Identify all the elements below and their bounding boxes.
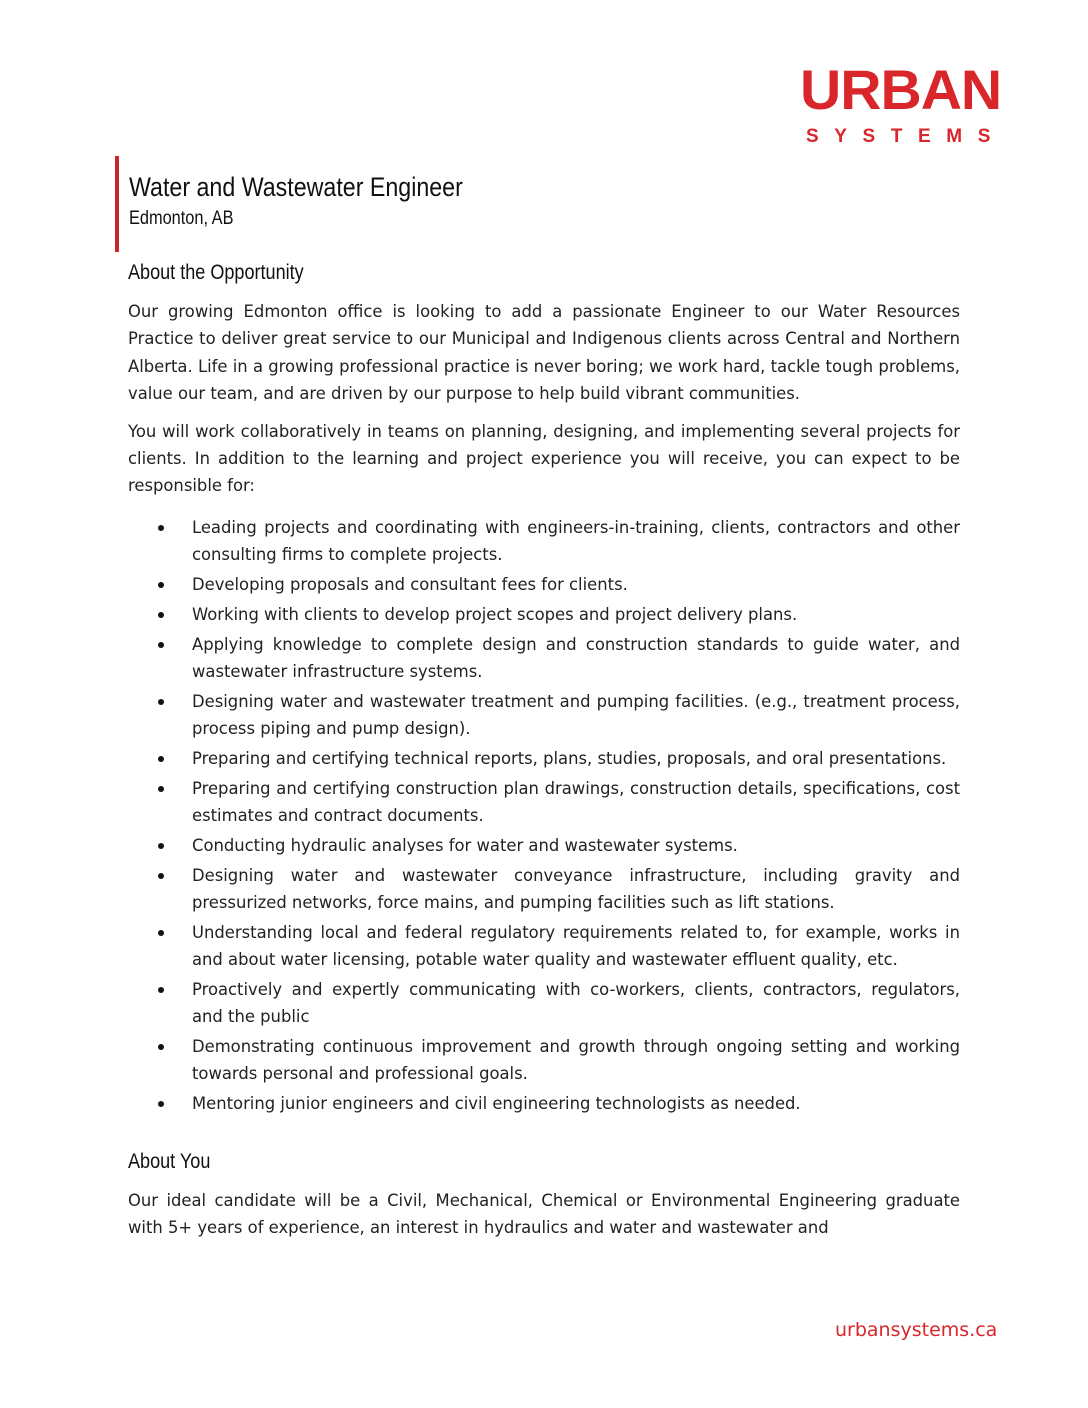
job-title-block bbox=[115, 156, 517, 252]
bullet-icon bbox=[158, 1101, 164, 1107]
list-item bbox=[128, 1033, 960, 1087]
bullet-icon bbox=[158, 786, 164, 792]
logo-wordmark-systems: SYSTEMS bbox=[806, 126, 1006, 147]
list-item-text: Preparing and certifying technical reports, plans, studies, proposals, and oral presentations. bbox=[192, 748, 947, 768]
list-item-text: Mentoring junior engineers and civil engineering technologists as needed. bbox=[192, 1093, 801, 1113]
company-logo bbox=[800, 58, 1020, 148]
bullet-icon bbox=[158, 756, 164, 762]
logo-wordmark-urban: URBAN bbox=[800, 58, 1002, 121]
document-body bbox=[128, 258, 960, 1252]
bullet-icon bbox=[158, 699, 164, 705]
list-item-text: Demonstrating continuous improvement and growth through ongoing setting and working towards personal and professional goals. bbox=[192, 1036, 960, 1083]
list-item-text: Working with clients to develop project scopes and project delivery plans. bbox=[192, 604, 798, 624]
list-item-text: Proactively and expertly communicating with co-workers, clients, contractors, regulators, and the public bbox=[192, 979, 960, 1026]
paragraph-intro: Our growing Edmonton office is looking to add a passionate Engineer to our Water Resources Practice to deliver great service to our Municipal and Indigenous clients across Central and Northern Alberta. Life in a growing professional practice is never boring; we work hard, tackle tough problems, value our team, and are driven by our purpose to help build vibrant communities. bbox=[128, 302, 960, 404]
bullet-icon bbox=[158, 582, 164, 588]
list-item bbox=[128, 514, 960, 568]
list-item-text: Designing water and wastewater conveyance infrastructure, including gravity and pressurized networks, force mains, and pumping facilities such as lift stations. bbox=[192, 865, 960, 912]
bullet-icon bbox=[158, 873, 164, 879]
list-item bbox=[128, 976, 960, 1030]
bullet-icon bbox=[158, 987, 164, 993]
paragraph-responsibilities-intro: You will work collaboratively in teams on planning, designing, and implementing several projects for clients. In addition to the learning and project experience you will receive, you can expect to be responsible for: bbox=[128, 421, 960, 496]
job-location: Edmonton, AB bbox=[129, 208, 234, 229]
list-item bbox=[128, 571, 960, 598]
list-item-text: Designing water and wastewater treatment and pumping facilities. (e.g., treatment process, process piping and pump design). bbox=[192, 691, 960, 738]
list-item-text: Preparing and certifying construction plan drawings, construction details, specifications, cost estimates and contract documents. bbox=[192, 778, 960, 825]
list-item-text: Applying knowledge to complete design and construction standards to guide water, and wastewater infrastructure systems. bbox=[192, 634, 960, 681]
list-item bbox=[128, 862, 960, 916]
list-item bbox=[128, 1090, 960, 1117]
footer-website-link[interactable]: urbansystems.ca bbox=[835, 1319, 998, 1341]
list-item bbox=[128, 601, 960, 628]
bullet-icon bbox=[158, 1044, 164, 1050]
bullet-icon bbox=[158, 525, 164, 531]
list-item-text: Understanding local and federal regulatory requirements related to, for example, works in and about water licensing, potable water quality and wastewater effluent quality, etc. bbox=[192, 922, 960, 969]
list-item bbox=[128, 631, 960, 685]
bullet-icon bbox=[158, 843, 164, 849]
paragraph-about-you: Our ideal candidate will be a Civil, Mechanical, Chemical or Environmental Engineering graduate with 5+ years of experience, an interest in hydraulics and water and wastewater and bbox=[128, 1190, 960, 1238]
list-item-text: Conducting hydraulic analyses for water and wastewater systems. bbox=[192, 835, 738, 855]
job-title: Water and Wastewater Engineer bbox=[129, 172, 463, 202]
responsibilities-list bbox=[128, 514, 960, 1117]
list-item bbox=[128, 919, 960, 973]
bullet-icon bbox=[158, 930, 164, 936]
bullet-icon bbox=[158, 612, 164, 618]
list-item bbox=[128, 688, 960, 742]
list-item bbox=[128, 832, 960, 859]
section-heading-about-you: About You bbox=[128, 1149, 211, 1173]
list-item bbox=[128, 745, 960, 772]
section-heading-about-opportunity: About the Opportunity bbox=[128, 261, 304, 284]
list-item-text: Developing proposals and consultant fees for clients. bbox=[192, 574, 628, 594]
bullet-icon bbox=[158, 642, 164, 648]
list-item-text: Leading projects and coordinating with engineers-in-training, clients, contractors and other consulting firms to complete projects. bbox=[192, 517, 960, 564]
list-item bbox=[128, 775, 960, 829]
